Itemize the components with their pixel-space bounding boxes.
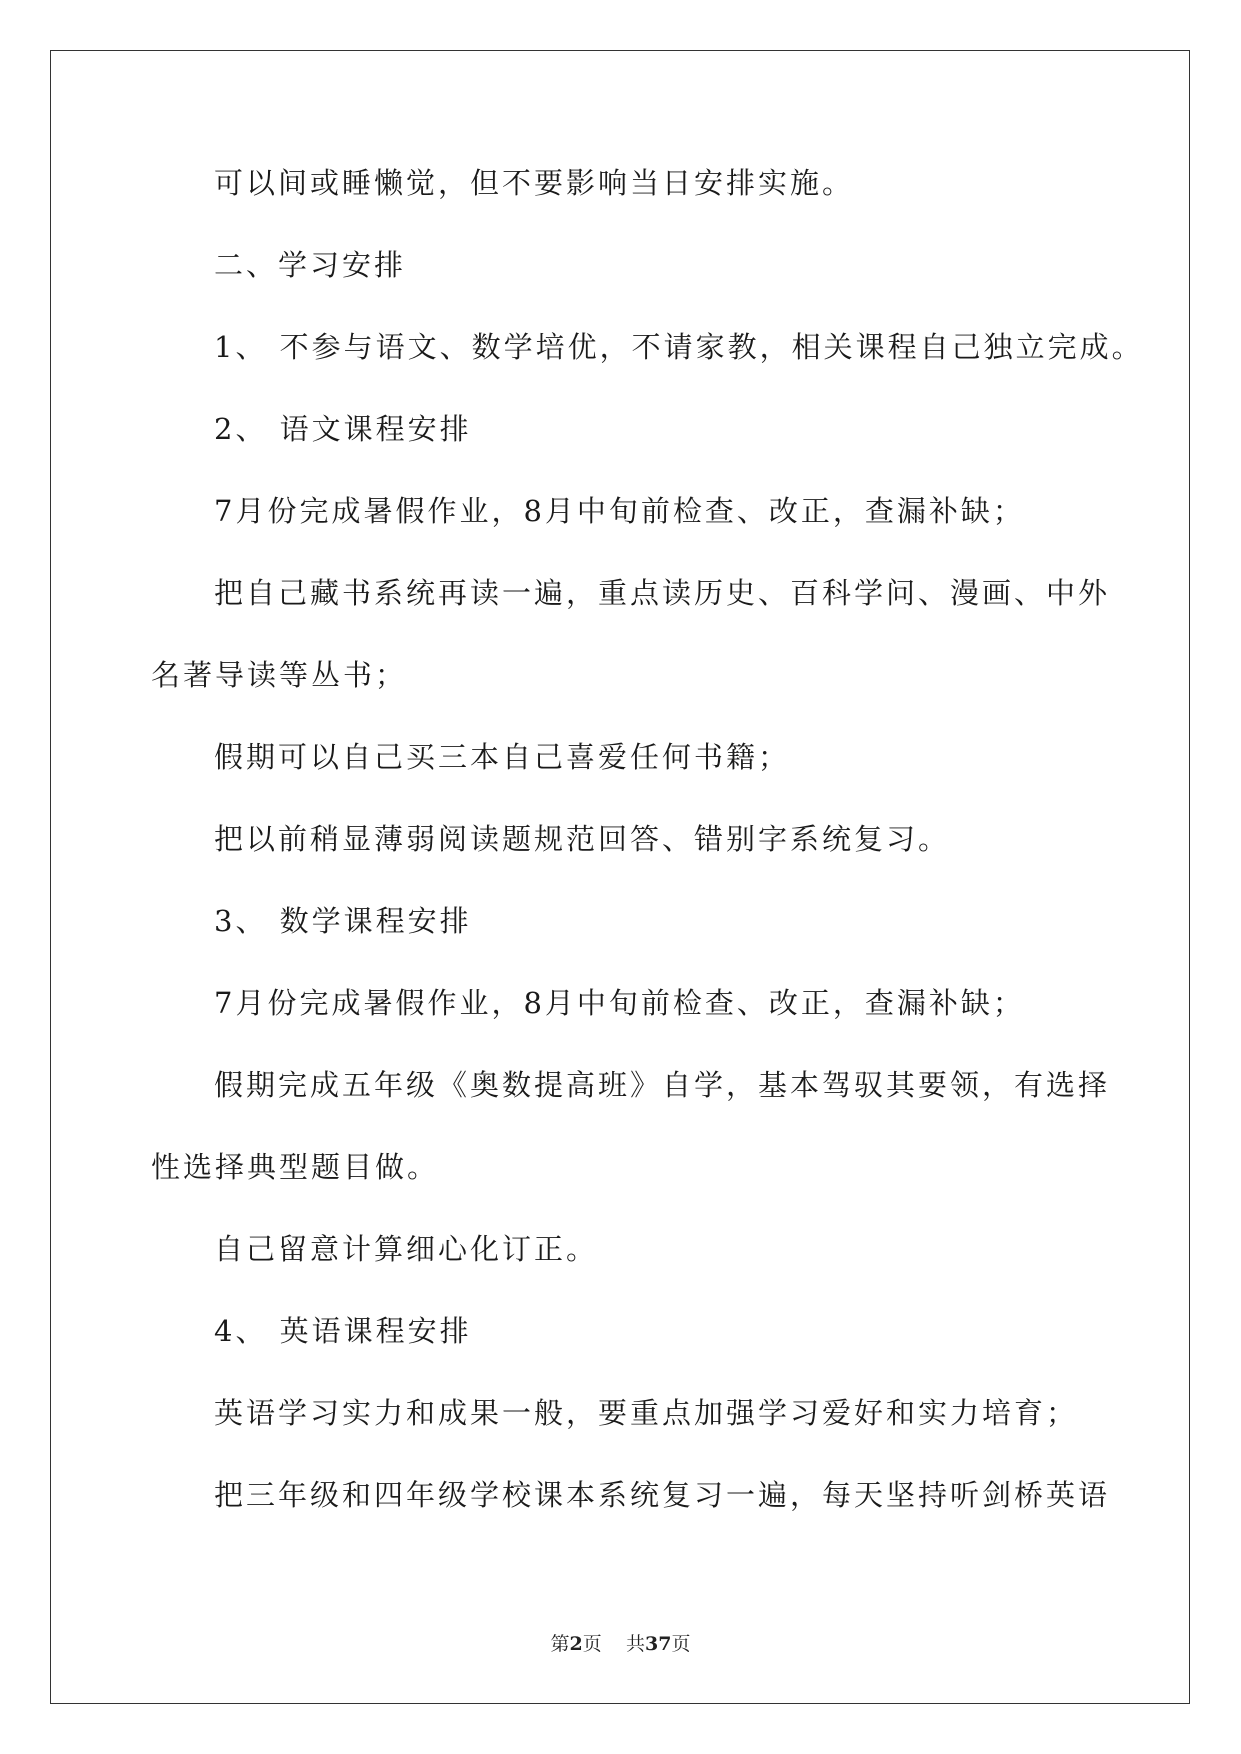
paragraph-line: 7月份完成暑假作业，8月中旬前检查、改正，查漏补缺； xyxy=(214,986,1025,1020)
subsection-heading: 4、 英语课程安排 xyxy=(214,1314,472,1348)
paragraph-line: 性选择典型题目做。 xyxy=(151,1150,440,1184)
document-body xyxy=(151,155,1144,1536)
footer-total-suffix: 页 xyxy=(671,1633,691,1655)
paragraph-line: 1、 不参与语文、数学培优，不请家教，相关课程自己独立完成。 xyxy=(214,330,1144,364)
paragraph-line: 自己留意计算细心化订正。 xyxy=(214,1232,599,1266)
paragraph-line: 英语学习实力和成果一般，要重点加强学习爱好和实力培育； xyxy=(214,1396,1079,1430)
footer-total-prefix: 共 xyxy=(625,1633,645,1655)
paragraph-line: 把三年级和四年级学校课本系统复习一遍，每天坚持听剑桥英语 xyxy=(214,1478,1111,1512)
paragraph-line: 7月份完成暑假作业，8月中旬前检查、改正，查漏补缺； xyxy=(214,494,1025,528)
page-footer xyxy=(0,1632,1241,1656)
subsection-heading: 2、 语文课程安排 xyxy=(214,412,472,446)
page-number: 2 xyxy=(569,1633,583,1655)
paragraph-line: 假期可以自己买三本自己喜爱任何书籍； xyxy=(214,740,791,774)
section-heading: 二、学习安排 xyxy=(214,248,407,282)
paragraph-line: 把以前稍显薄弱阅读题规范回答、错别字系统复习。 xyxy=(214,822,951,856)
footer-page-suffix: 页 xyxy=(582,1633,602,1655)
paragraph-line: 名著导读等丛书； xyxy=(151,658,408,692)
footer-prefix: 第 xyxy=(550,1633,570,1655)
paragraph-line: 把自己藏书系统再读一遍，重点读历史、百科学问、漫画、中外 xyxy=(214,576,1111,610)
paragraph-line: 可以间或睡懒觉，但不要影响当日安排实施。 xyxy=(214,166,855,200)
subsection-heading: 3、 数学课程安排 xyxy=(214,904,472,938)
paragraph-line: 假期完成五年级《奥数提高班》自学，基本驾驭其要领，有选择 xyxy=(214,1068,1111,1102)
total-pages: 37 xyxy=(644,1633,672,1655)
